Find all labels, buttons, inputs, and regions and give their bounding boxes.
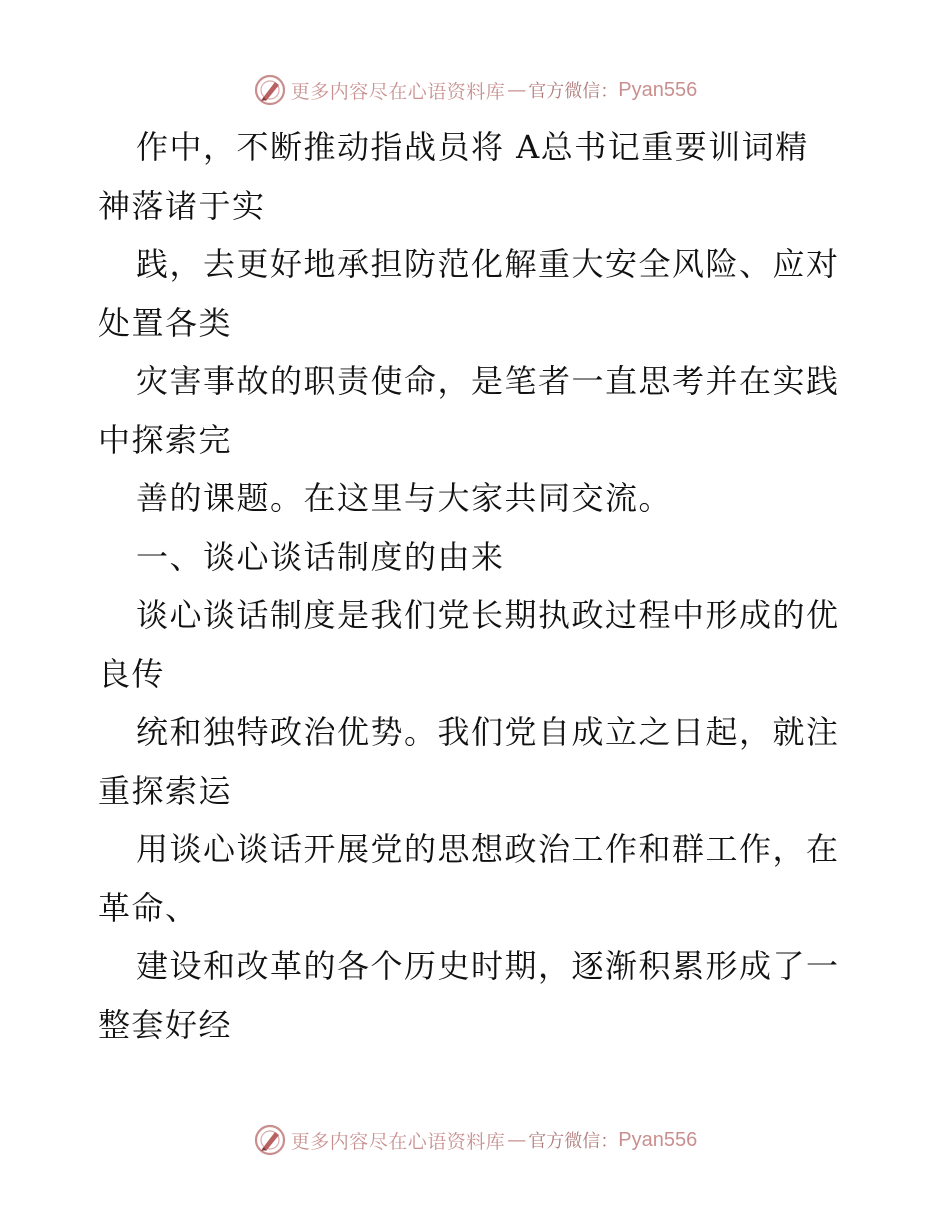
- quill-pen-circle-icon: [253, 73, 287, 107]
- text-line: 中探索完: [98, 420, 233, 459]
- text-line: 良传: [98, 654, 166, 693]
- text-line: 统和独特政治优势。我们党自成立之日起，就注: [136, 713, 840, 751]
- text-line: 革命、: [98, 888, 199, 927]
- text-line: 用谈心谈话开展党的思想政治工作和群工作，在: [136, 830, 840, 868]
- footer-watermark: [0, 1120, 950, 1160]
- watermark-dash: —: [507, 79, 527, 101]
- section-heading: 一、谈心谈话制度的由来: [136, 537, 505, 576]
- text-line: 践，去更好地承担防范化解重大安全风险、应对: [136, 245, 840, 283]
- text-line: 灾害事故的职责使命，是笔者一直思考并在实践: [136, 362, 840, 400]
- text-line: 善的课题。在这里与大家共同交流。: [136, 479, 673, 517]
- text-line: 整套好经: [98, 1005, 233, 1044]
- text-line: 处置各类: [98, 303, 233, 342]
- quill-pen-circle-icon: [253, 1123, 287, 1157]
- text-line: 作中，不断推动指战员将 A总书记重要训词精: [136, 128, 809, 166]
- body-text: [98, 118, 858, 1054]
- watermark-site-text: 更多内容尽在心语资料库: [290, 80, 506, 103]
- text-line: 神落诸于实: [98, 186, 266, 225]
- text-line: 建设和改革的各个历史时期，逐渐积累形成了一: [136, 947, 840, 985]
- watermark-label: 官方微信：: [528, 81, 619, 102]
- watermark-site-text: 更多内容尽在心语资料库: [290, 1130, 506, 1153]
- text-line: 重探索运: [98, 771, 233, 810]
- watermark-id: Pyan556: [618, 78, 698, 101]
- watermark-id: Pyan556: [618, 1128, 698, 1151]
- text-line: 谈心谈话制度是我们党长期执政过程中形成的优: [136, 596, 840, 634]
- watermark-dash: —: [507, 1129, 527, 1151]
- header-watermark: [0, 70, 950, 110]
- watermark-label: 官方微信：: [528, 1131, 619, 1152]
